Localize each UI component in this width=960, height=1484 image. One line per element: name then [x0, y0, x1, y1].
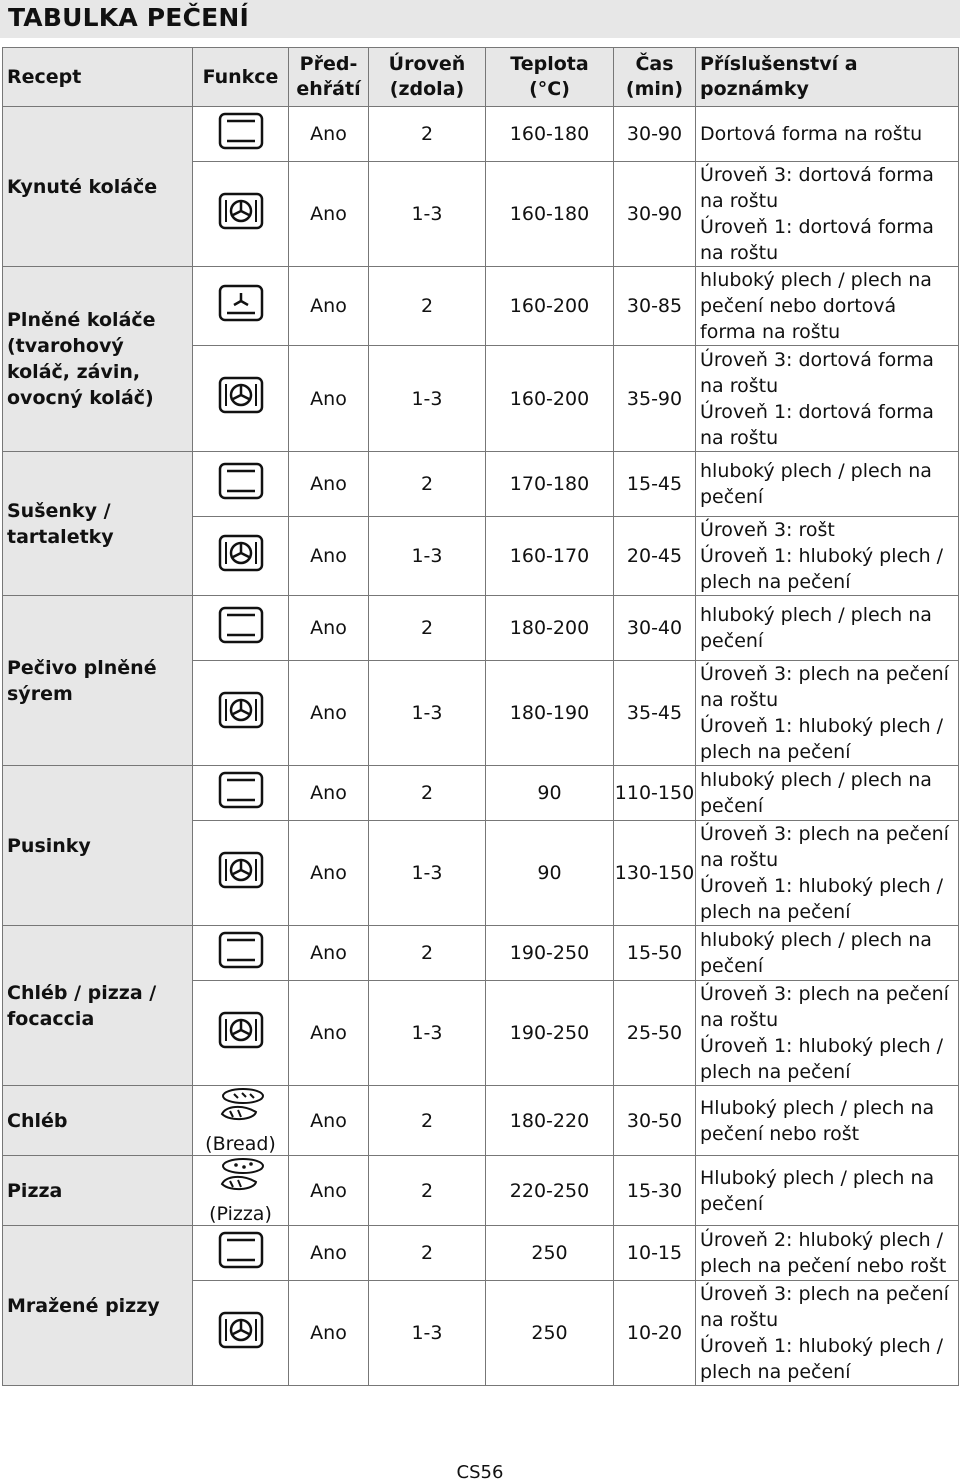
- header-recipe: Recept: [3, 48, 193, 107]
- notes-cell: Hluboký plech / plech na pečení: [696, 1156, 959, 1226]
- convection-icon: [218, 1011, 264, 1056]
- recipe-name: Mražené pizzy: [3, 1226, 193, 1386]
- temperature-cell: 180-200: [486, 596, 614, 661]
- header-time: Čas (min): [614, 48, 696, 107]
- function-cell: [193, 821, 289, 926]
- notes-cell: Úroveň 3: rošt Úroveň 1: hluboký plech / plech na pečení: [696, 517, 959, 596]
- function-label: (Bread): [205, 1133, 276, 1155]
- temperature-cell: 190-250: [486, 981, 614, 1086]
- conventional-icon: [218, 1231, 264, 1276]
- level-cell: 1-3: [369, 517, 486, 596]
- function-cell: [193, 1226, 289, 1281]
- preheat-cell: Ano: [289, 596, 369, 661]
- table-row: [3, 267, 959, 346]
- temperature-cell: 160-180: [486, 107, 614, 162]
- function-cell: [193, 1156, 289, 1226]
- time-cell: 35-90: [614, 346, 696, 452]
- level-cell: 1-3: [369, 1281, 486, 1386]
- temperature-cell: 90: [486, 821, 614, 926]
- level-cell: 2: [369, 596, 486, 661]
- pizza-icon: [216, 1156, 266, 1203]
- temperature-cell: 160-200: [486, 267, 614, 346]
- function-cell: [193, 1281, 289, 1386]
- level-cell: 1-3: [369, 981, 486, 1086]
- preheat-cell: Ano: [289, 766, 369, 821]
- preheat-cell: Ano: [289, 1086, 369, 1156]
- convection-icon: [218, 376, 264, 421]
- time-cell: 30-85: [614, 267, 696, 346]
- preheat-cell: Ano: [289, 926, 369, 981]
- table-row: [3, 926, 959, 981]
- temperature-cell: 160-200: [486, 346, 614, 452]
- table-row: [3, 1086, 959, 1156]
- time-cell: 15-30: [614, 1156, 696, 1226]
- preheat-cell: Ano: [289, 346, 369, 452]
- preheat-cell: Ano: [289, 1226, 369, 1281]
- temperature-cell: 160-170: [486, 517, 614, 596]
- recipe-name: Pečivo plněné sýrem: [3, 596, 193, 766]
- header-temperature: Teplota (°C): [486, 48, 614, 107]
- level-cell: 1-3: [369, 162, 486, 267]
- table-row: [3, 596, 959, 661]
- temperature-cell: 180-220: [486, 1086, 614, 1156]
- recipe-name: Plněné koláče (tvarohový koláč, závin, ovocný koláč): [3, 267, 193, 452]
- conventional-icon: [218, 112, 264, 157]
- level-cell: 1-3: [369, 346, 486, 452]
- function-label: (Pizza): [209, 1203, 272, 1225]
- time-cell: 10-20: [614, 1281, 696, 1386]
- time-cell: 10-15: [614, 1226, 696, 1281]
- header-level: Úroveň (zdola): [369, 48, 486, 107]
- notes-cell: Úroveň 3: dortová forma na roštu Úroveň 1: dortová forma na roštu: [696, 346, 959, 452]
- preheat-cell: Ano: [289, 162, 369, 267]
- header-preheat: Před- ehřátí: [289, 48, 369, 107]
- preheat-cell: Ano: [289, 452, 369, 517]
- recipe-name: Chléb / pizza / focaccia: [3, 926, 193, 1086]
- temperature-cell: 90: [486, 766, 614, 821]
- convection-icon: [218, 192, 264, 237]
- temperature-cell: 250: [486, 1226, 614, 1281]
- function-cell: [193, 596, 289, 661]
- function-cell: [193, 766, 289, 821]
- preheat-cell: Ano: [289, 661, 369, 766]
- notes-cell: Úroveň 3: plech na pečení na roštu Úroveň 1: hluboký plech / plech na pečení: [696, 981, 959, 1086]
- bread-icon: [216, 1086, 266, 1133]
- preheat-cell: Ano: [289, 517, 369, 596]
- level-cell: 2: [369, 267, 486, 346]
- preheat-cell: Ano: [289, 981, 369, 1086]
- time-cell: 25-50: [614, 981, 696, 1086]
- notes-cell: hluboký plech / plech na pečení: [696, 926, 959, 981]
- convection-icon: [218, 1311, 264, 1356]
- preheat-cell: Ano: [289, 1156, 369, 1226]
- header-function: Funkce: [193, 48, 289, 107]
- table-header-row: [3, 48, 959, 107]
- notes-cell: hluboký plech / plech na pečení nebo dortová forma na roštu: [696, 267, 959, 346]
- notes-cell: Úroveň 3: plech na pečení na roštu Úroveň 1: hluboký plech / plech na pečení: [696, 821, 959, 926]
- notes-cell: Úroveň 3: dortová forma na roštu Úroveň 1: dortová forma na roštu: [696, 162, 959, 267]
- level-cell: 2: [369, 766, 486, 821]
- page-number: CS56: [456, 1462, 504, 1483]
- function-cell: [193, 452, 289, 517]
- preheat-cell: Ano: [289, 107, 369, 162]
- preheat-cell: Ano: [289, 267, 369, 346]
- function-cell: [193, 162, 289, 267]
- preheat-cell: Ano: [289, 821, 369, 926]
- function-cell: [193, 107, 289, 162]
- preheat-cell: Ano: [289, 1281, 369, 1386]
- recipe-name: Sušenky / tartaletky: [3, 452, 193, 596]
- function-cell: [193, 517, 289, 596]
- function-cell: [193, 346, 289, 452]
- function-cell: [193, 267, 289, 346]
- notes-cell: hluboký plech / plech na pečení: [696, 766, 959, 821]
- function-cell: [193, 981, 289, 1086]
- temperature-cell: 220-250: [486, 1156, 614, 1226]
- time-cell: 30-40: [614, 596, 696, 661]
- recipe-name: Chléb: [3, 1086, 193, 1156]
- level-cell: 2: [369, 107, 486, 162]
- conventional-icon: [218, 606, 264, 651]
- level-cell: 2: [369, 452, 486, 517]
- level-cell: 1-3: [369, 661, 486, 766]
- notes-cell: Úroveň 3: plech na pečení na roštu Úroveň 1: hluboký plech / plech na pečení: [696, 661, 959, 766]
- function-cell: [193, 661, 289, 766]
- conventional-icon: [218, 462, 264, 507]
- baking-table: [2, 47, 959, 1386]
- temperature-cell: 180-190: [486, 661, 614, 766]
- title-bar: [0, 0, 960, 38]
- header-notes: Příslušenství a poznámky: [696, 48, 959, 107]
- temperature-cell: 250: [486, 1281, 614, 1386]
- table-row: [3, 1226, 959, 1281]
- convection-icon: [218, 851, 264, 896]
- table-row: [3, 766, 959, 821]
- notes-cell: Hluboký plech / plech na pečení nebo rošt: [696, 1086, 959, 1156]
- recipe-name: Pusinky: [3, 766, 193, 926]
- recipe-name: Kynuté koláče: [3, 107, 193, 267]
- table-row: [3, 107, 959, 162]
- level-cell: 1-3: [369, 821, 486, 926]
- notes-cell: hluboký plech / plech na pečení: [696, 452, 959, 517]
- notes-cell: Úroveň 3: plech na pečení na roštu Úroveň 1: hluboký plech / plech na pečení: [696, 1281, 959, 1386]
- recipe-name: Pizza: [3, 1156, 193, 1226]
- time-cell: 130-150: [614, 821, 696, 926]
- temperature-cell: 170-180: [486, 452, 614, 517]
- conventional-icon: [218, 931, 264, 976]
- convection-icon: [218, 534, 264, 579]
- fan-bottom-icon: [218, 284, 264, 329]
- time-cell: 35-45: [614, 661, 696, 766]
- time-cell: 30-90: [614, 107, 696, 162]
- level-cell: 2: [369, 1086, 486, 1156]
- level-cell: 2: [369, 1226, 486, 1281]
- table-row: [3, 1156, 959, 1226]
- time-cell: 15-45: [614, 452, 696, 517]
- time-cell: 110-150: [614, 766, 696, 821]
- table-row: [3, 452, 959, 517]
- time-cell: 15-50: [614, 926, 696, 981]
- level-cell: 2: [369, 926, 486, 981]
- conventional-icon: [218, 771, 264, 816]
- convection-icon: [218, 691, 264, 736]
- notes-cell: Úroveň 2: hluboký plech / plech na pečení nebo rošt: [696, 1226, 959, 1281]
- time-cell: 30-90: [614, 162, 696, 267]
- function-cell: [193, 1086, 289, 1156]
- function-cell: [193, 926, 289, 981]
- temperature-cell: 190-250: [486, 926, 614, 981]
- notes-cell: hluboký plech / plech na pečení: [696, 596, 959, 661]
- notes-cell: Dortová forma na roštu: [696, 107, 959, 162]
- temperature-cell: 160-180: [486, 162, 614, 267]
- time-cell: 30-50: [614, 1086, 696, 1156]
- level-cell: 2: [369, 1156, 486, 1226]
- time-cell: 20-45: [614, 517, 696, 596]
- page-title: TABULKA PEČENÍ: [8, 3, 250, 32]
